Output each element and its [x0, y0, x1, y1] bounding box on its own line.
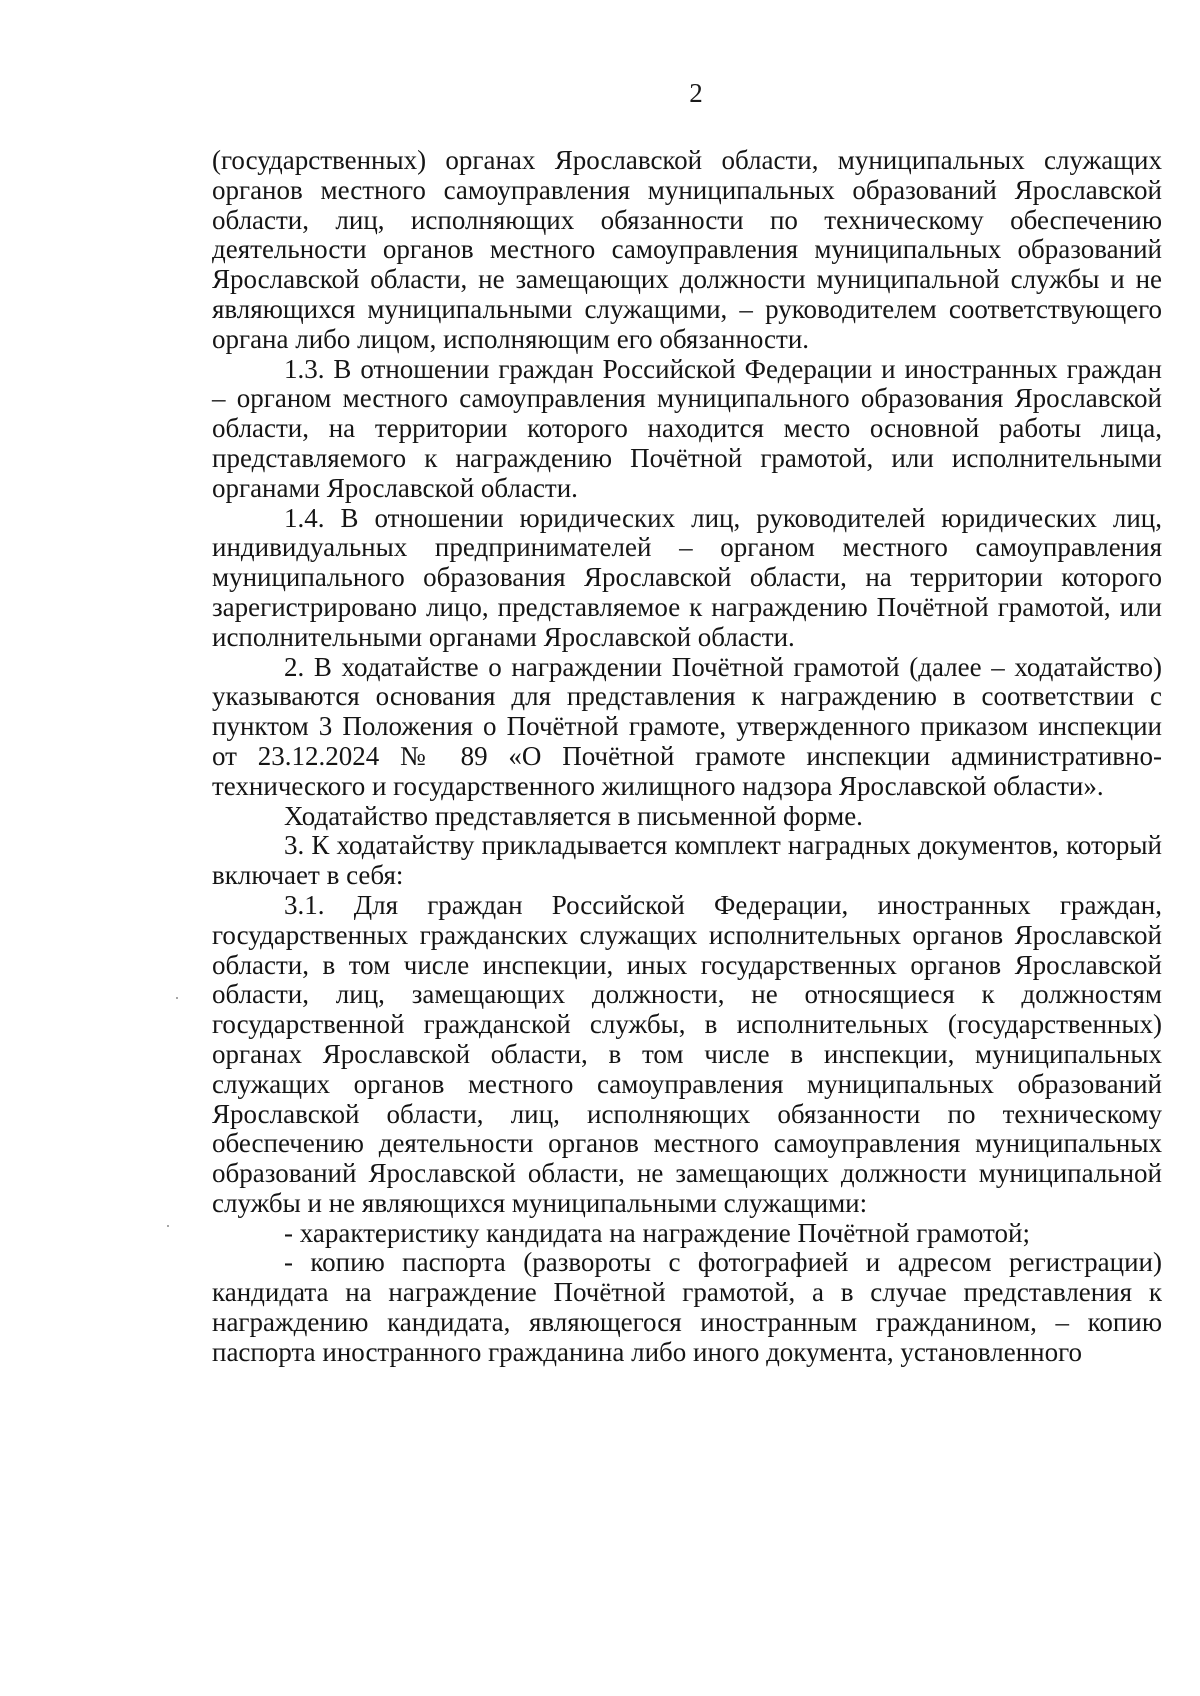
paragraph-continuation: (государственных) органах Ярославской области, муниципальных служащих органов местного самоуправления муниципальных образований Ярославской области, лиц, исполняющих обязанности по техническому обеспечению деятельности органов местного самоуправления муниципальных образований Ярославской области, не замещающих должности муниципальной службы и не являющихся муниципальными служащими, – руководителем соответствующего органа либо лицом, исполняющим его обязанности. [212, 145, 1162, 354]
list-item-characteristic: - характеристику кандидата на награждение Почётной грамотой; [284, 1217, 1030, 1248]
paragraph-2: 2. В ходатайстве о награждении Почётной грамотой (далее – ходатайство) указываются основания для представления к награждению в соответствии с пунктом 3 Положения о Почётной грамоте, утвержденного приказом инспекции от 23.12.2024 № 89 «О Почётной грамоте инспекции административно-технического и государственного жилищного надзора Ярославской области». [212, 651, 1162, 801]
list-item-passport-copy: - копию паспорта (развороты с фотографией и адресом регистрации) кандидата на награждение Почётной грамотой, а в случае представления к награждению кандидата, являющегося иностранным гражданином, – копию паспорта иностранного гражданина либо иного документа, установленного [212, 1247, 1162, 1367]
paragraph-written-form: Ходатайство представляется в письменной форме. [284, 800, 863, 831]
paragraph-1-4: 1.4. В отношении юридических лиц, руководителей юридических лиц, индивидуальных предпринимателей – органом местного самоуправления муниципального образования Ярославской области, на территории которого зарегистрировано лицо, представляемое к награждению Почётной грамотой, или исполнительными органами Ярославской области. [212, 502, 1162, 652]
paragraph-1-3: 1.3. В отношении граждан Российской Федерации и иностранных граждан – органом местного самоуправления муниципального образования Ярославской области, на территории которого находится место основной работы лица, представляемого к награждению Почётной грамотой, или исполнительными органами Ярославской области. [212, 353, 1162, 503]
paragraph-3: 3. К ходатайству прикладывается комплект наградных документов, который включает в себя: [212, 830, 1162, 891]
scan-speck [167, 1225, 169, 1227]
paragraph-3-1: 3.1. Для граждан Российской Федерации, иностранных граждан, государственных гражданских служащих исполнительных органов Ярославской области, в том числе инспекции, иных государственных органов Ярославской области, лиц, замещающих должности, не относящиеся к должностям государственной гражданской службы, в исполнительных (государственных) органах Ярославской области, в том числе в инспекции, муниципальных служащих органов местного самоуправления муниципальных образований Ярославской области, лиц, исполняющих обязанности по техническому обеспечению деятельности органов местного самоуправления муниципальных образований Ярославской области, не замещающих должности муниципальной службы и не являющихся муниципальными служащими: [212, 889, 1162, 1218]
scan-speck [176, 997, 178, 999]
page-number: 2 [689, 78, 703, 108]
document-body [212, 146, 1162, 1368]
